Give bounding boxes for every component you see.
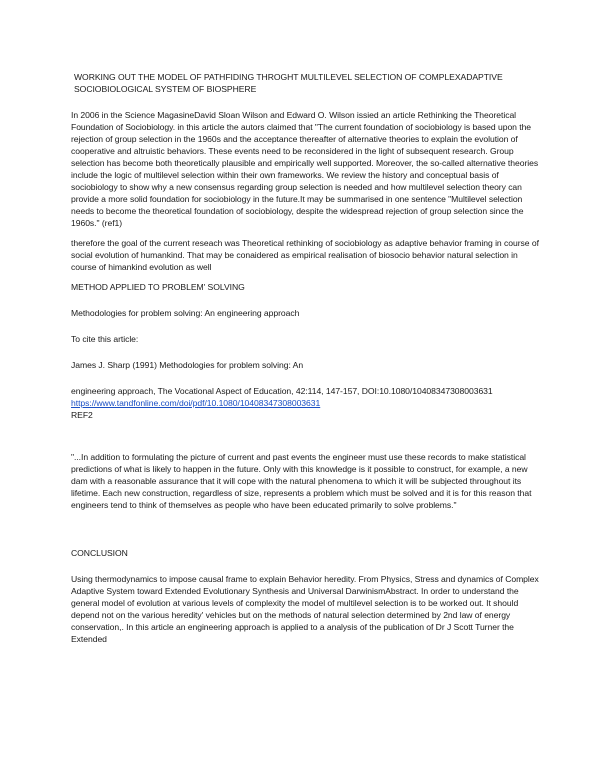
document-title: WORKING OUT THE MODEL OF PATHFIDING THROGHT MULTILEVEL SELECTION OF COMPLEXADAPTIVE SOCIOBIOLOGICAL SYSTEM OF BIOSPHERE <box>74 72 503 94</box>
cite-source-text: engineering approach, The Vocational Aspect of Education, 42:114, 147-157, DOI:10.1080/10408347308003631 <box>71 386 493 396</box>
goal-paragraph: therefore the goal of the current reseach was Theoretical rethinking of sociobiology as adaptive behavior framing in course of social evolution of humankind. That may be conaidered as empirical realisation of biosocio behavior natural selection in course of himankind evolution as well <box>71 238 539 272</box>
method-subtitle: Methodologies for problem solving: An engineering approach <box>71 308 300 318</box>
conclusion-paragraph: Using thermodynamics to impose causal frame to explain Behavior heredity. From Physics, Stress and dynamics of Complex Adaptive System toward Extended Evolutionary Synthesis and Universal DarwinismAbstract. In order to understand the general model of evolution at various levels of complexity the model of multilevel selection is to be worked out. It should depend not on the various heredity' vehicles but on the methods of natural selection determined by 2nd law of energy conservation,. In this article an engineering approach is applied to a analysis of the publication of Dr J Scott Turner the Extended <box>71 574 539 644</box>
document-body <box>71 71 541 645</box>
conclusion-heading: CONCLUSION <box>71 548 128 558</box>
cite-label: To cite this article: <box>71 334 139 344</box>
cite-author-line: James J. Sharp (1991) Methodologies for problem solving: An <box>71 360 304 370</box>
cite-ref: REF2 <box>71 410 93 420</box>
citation-block <box>71 385 541 421</box>
method-heading: METHOD APPLIED TO PROBLEM' SOLVING <box>71 282 245 292</box>
doi-link[interactable]: https://www.tandfonline.com/doi/pdf/10.1080/10408347308003631 <box>71 398 321 408</box>
quote-paragraph: "...In addition to formulating the picture of current and past events the engineer must use these records to make statistical predictions of what is likely to happen in the future. Only with this knowledge is it possible to construct, for example, a new dam with a reasonable assurance that it will cope with the natural phenomena to which it will be subjected throughout its lifetime. Each new construction, regardless of size, represents a problem which must be solved and it is for this reason that engineers tend to think of themselves as people who have been educated primarily to solve problems." <box>71 452 532 510</box>
intro-paragraph: In 2006 in the Science MagasineDavid Sloan Wilson and Edward O. Wilson issied an article Rethinking the Theoretical Foundation of Sociobiology. in this article the autors claimed that "The current foundation of sociobiology is based upon the rejection of group selection in the 1960s and the acceptance thereafter of alternative theories to explain the evolution of cooperative and altruistic behaviors. These events need to be reconsidered in the light of subsequent research. Group selection has become both theoretically plausible and empirically well supported. Moreover, the so-called alternative theories include the logic of multilevel selection within their own frameworks. We review the history and conceptual basis of sociobiology to show why a new consensus regarding group selection is needed and how multilevel selection theory can provide a more solid foundation for sociobiology in the future.It may be summarised in one sentence "Multilevel selection needs to become the theoretical foundation of sociobiology, despite the widespread rejection of group selection since the 1960s." (ref1) <box>71 110 539 228</box>
